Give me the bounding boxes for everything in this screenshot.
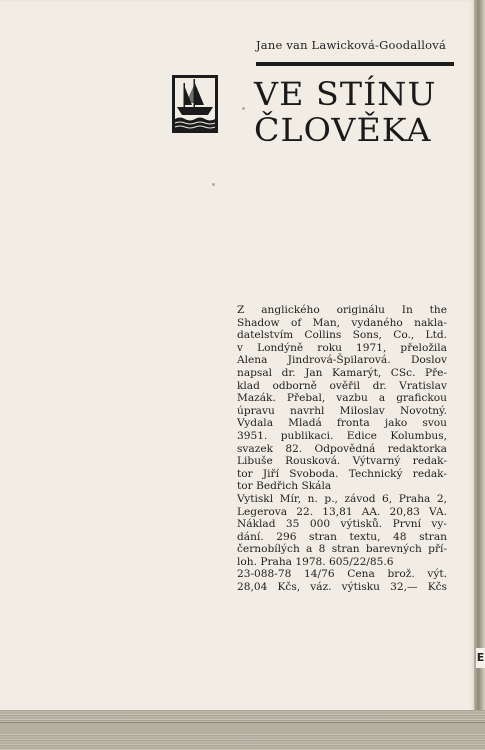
colophon-line: Libuše Rousková. Výtvarný redak- — [237, 455, 447, 468]
colophon-line: Náklad 35 000 výtisků. První vy- — [237, 518, 447, 531]
colophon-line: 3951. publikaci. Edice Kolumbus, — [237, 429, 447, 442]
book-spine-edge — [474, 0, 485, 750]
book-title — [254, 76, 472, 148]
colophon-line: tor Bedřich Skála — [237, 480, 332, 493]
colophon-line: Mazák. Přebal, vazbu a grafickou — [237, 392, 447, 405]
colophon-line: Shadow of Man, vydaného nakla- — [237, 316, 447, 329]
title-rule — [256, 62, 454, 66]
colophon-line: dání. 296 stran textu, 48 stran — [237, 530, 447, 543]
colophon-line: 23-088-78 14/76 Cena brož. výt. — [237, 568, 447, 581]
edge-tab-letter: E — [476, 648, 485, 668]
colophon-line: napsal dr. Jan Kamarýt, CSc. Pře- — [237, 366, 447, 379]
colophon-line: Vytiskl Mír, n. p., závod 6, Praha 2, — [237, 492, 447, 505]
colophon-line: loh. Praha 1978. 605/22/85.6 — [237, 555, 394, 568]
colophon-line: Alena Jindrová-Špilarová. Doslov — [237, 354, 447, 367]
colophon-line: Legerova 22. 13,81 AA. 20,83 VA. — [237, 505, 447, 518]
title-line-2: ČLOVĚKA — [254, 111, 432, 149]
colophon-line: klad odborně ověřil dr. Vratislav — [237, 379, 447, 392]
colophon-line: úpravu navrhl Miloslav Novotný. — [237, 404, 447, 417]
book-bottom-edge-band — [0, 722, 485, 733]
colophon-line: 28,04 Kčs, váz. výtisku 32,— Kčs — [237, 581, 447, 594]
colophon-line: v Londýně roku 1971, přeložila — [237, 341, 447, 354]
colophon-line: černobílých a 8 stran barevných pří- — [237, 543, 447, 556]
colophon-line: svazek 82. Odpovědná redaktorka — [237, 442, 447, 455]
colophon-line: datelstvím Collins Sons, Co., Ltd. — [237, 329, 447, 342]
ship-icon — [172, 75, 218, 133]
colophon-line: Vydala Mladá fronta jako svou — [237, 417, 447, 430]
paper-speck — [212, 183, 215, 186]
colophon — [237, 304, 447, 594]
paper-speck — [242, 107, 245, 110]
colophon-line: Z anglického originálu In the — [237, 304, 447, 316]
colophon-line: tor Jiří Svoboda. Technický redak- — [237, 467, 447, 480]
author-name: Jane van Lawicková-Goodallová — [256, 38, 447, 52]
title-line-1: VE STÍNU — [254, 75, 437, 113]
